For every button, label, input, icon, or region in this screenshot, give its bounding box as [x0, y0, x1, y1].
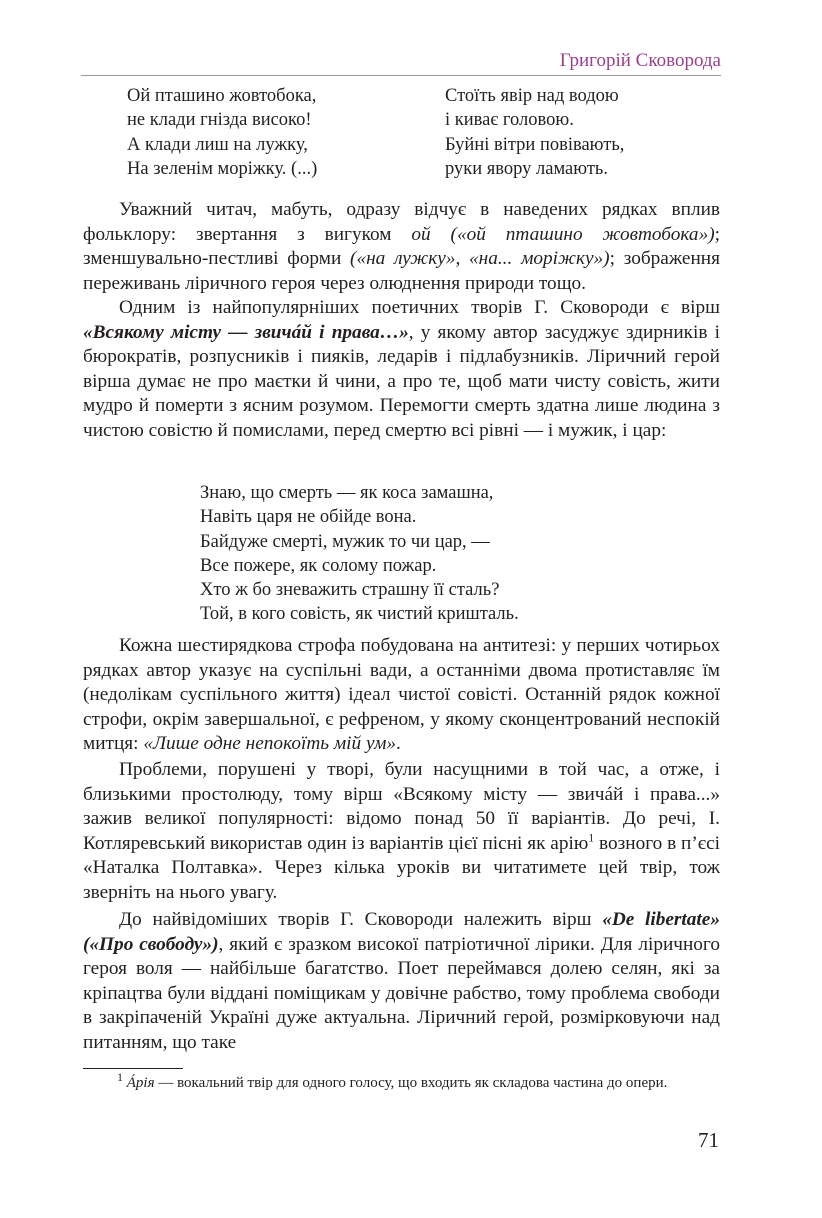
footnote-rule [83, 1068, 183, 1069]
page-number: 71 [698, 1128, 719, 1152]
verse-line: Той, в кого совість, як чистий кришталь. [200, 604, 519, 625]
verse-line: На зеленім моріжку. (...) [127, 158, 318, 179]
verse-line: А клади лиш на лужку, [127, 134, 308, 155]
footnote: $^1$ Áрія — вокальний твір для одного голосу, що входить як складова частина до опери. [117, 1070, 668, 1091]
header-title: Григорій Сковорода [559, 50, 721, 71]
paragraph-poem-intro: Одним із найпопулярніших поетичних творів Г. Сковороди є вірш «Всякому місту — звичáй і права…», у якому автор засуджує здирників і бюрократів, розпусників і пияків, ледарів і підлабузників. Ліричний герой вірша думає не про маєтки й чини, а про те, щоб мати чисту совість, жити мудро й померти з ясним розумом. Перемогти смерть здатна лише людина з чистою совістю й помислами, перед смертю всі рівні — і мужик, і цар: [83, 297, 720, 441]
header-rule [81, 75, 721, 76]
verse-line: Все пожере, як солому пожар. [200, 555, 437, 576]
poem-title: «De libertate» («Про свободу») [83, 909, 720, 955]
verse-line: Буйні вітри повівають, [445, 134, 625, 155]
quote-italic: ой («ой пташино жовтобока») [411, 223, 715, 245]
verse-line: Стоїть явір над водою [445, 86, 619, 106]
verse-left [127, 84, 317, 181]
paragraph-folklore: Уважний читач, мабуть, одразу відчує в наведених рядках вплив фольклору: звертання з вигуком ой («ой пташино жовтобока»); зменшувально-пестливі форми («на лужку», «на... моріжку»); зображення переживань ліричного героя через олюднення природи тощо. [83, 199, 720, 294]
refrain-quote: «Лише одне непокоїть мій ум» [143, 733, 397, 754]
paragraph-de-libertate: До найвідоміших творів Г. Сковороди належить вірш «De libertate» («Про свободу»), який є зразком високої патріотичної лірики. Для ліричного героя воля — найбільше багатство. Поет переймався долею селян, які за кріпацтва були віддані поміщикам у довічне рабство, тому проблема свободи в закріпаченій Україні дуже актуальна. Ліричний герой, розмірковуючи над питанням, що таке [83, 909, 720, 1053]
verse-line: і киває головою. [445, 110, 574, 131]
verse-line: руки явору ламають. [445, 158, 608, 179]
quote-italic: («на лужку», «на... моріжку») [350, 248, 610, 269]
paragraph-popularity: Проблеми, порушені у творі, були насущними в той час, а отже, і близькими простолюду, тому вірш «Всякому місту — звичáй і права...» зажив великої популярності: відомо понад 50 її варіантів. До речі, І. Котляревський використав один із варіантів цієї пісні як арію$^1$ возного в п’єсі «Наталка Полтавка». Через кілька уроків ви читатимете цей твір, тож зверніть на нього увагу. [83, 759, 720, 903]
verse-line: Хто ж бо зневажить страшну її сталь? [200, 580, 500, 601]
running-header [81, 50, 721, 76]
verse-line: Байдуже смерті, мужик то чи цар, — [200, 531, 490, 552]
footnote-ref: 1 [588, 830, 595, 845]
verse-line: Знаю, що смерть — як коса замашна, [200, 483, 494, 503]
verse-quote [200, 481, 519, 627]
paragraph-antithesis: Кожна шестирядкова строфа побудована на антитезі: у перших чотирьох рядках автор указує на суспільні вади, а останніми двома протиставляє їм (недолікам суспільного життя) ідеал чистої совісті. Останній рядок кожної строфи, окрім завершальної, є рефреном, у якому сконцентрований неспокій митця: «Лише одне непокоїть мій ум». [83, 635, 720, 754]
verse-right [445, 84, 624, 181]
footnote-marker: 1 [117, 1070, 123, 1084]
poem-title: «Всякому місту — звичáй і права…» [83, 321, 409, 343]
footnote-term: Áрія [126, 1075, 155, 1091]
verse-line: Навіть царя не обійде вона. [200, 507, 417, 528]
verse-line: Ой пташино жовтобока, [127, 86, 317, 106]
verse-line: не клади гнізда високо! [127, 110, 312, 131]
